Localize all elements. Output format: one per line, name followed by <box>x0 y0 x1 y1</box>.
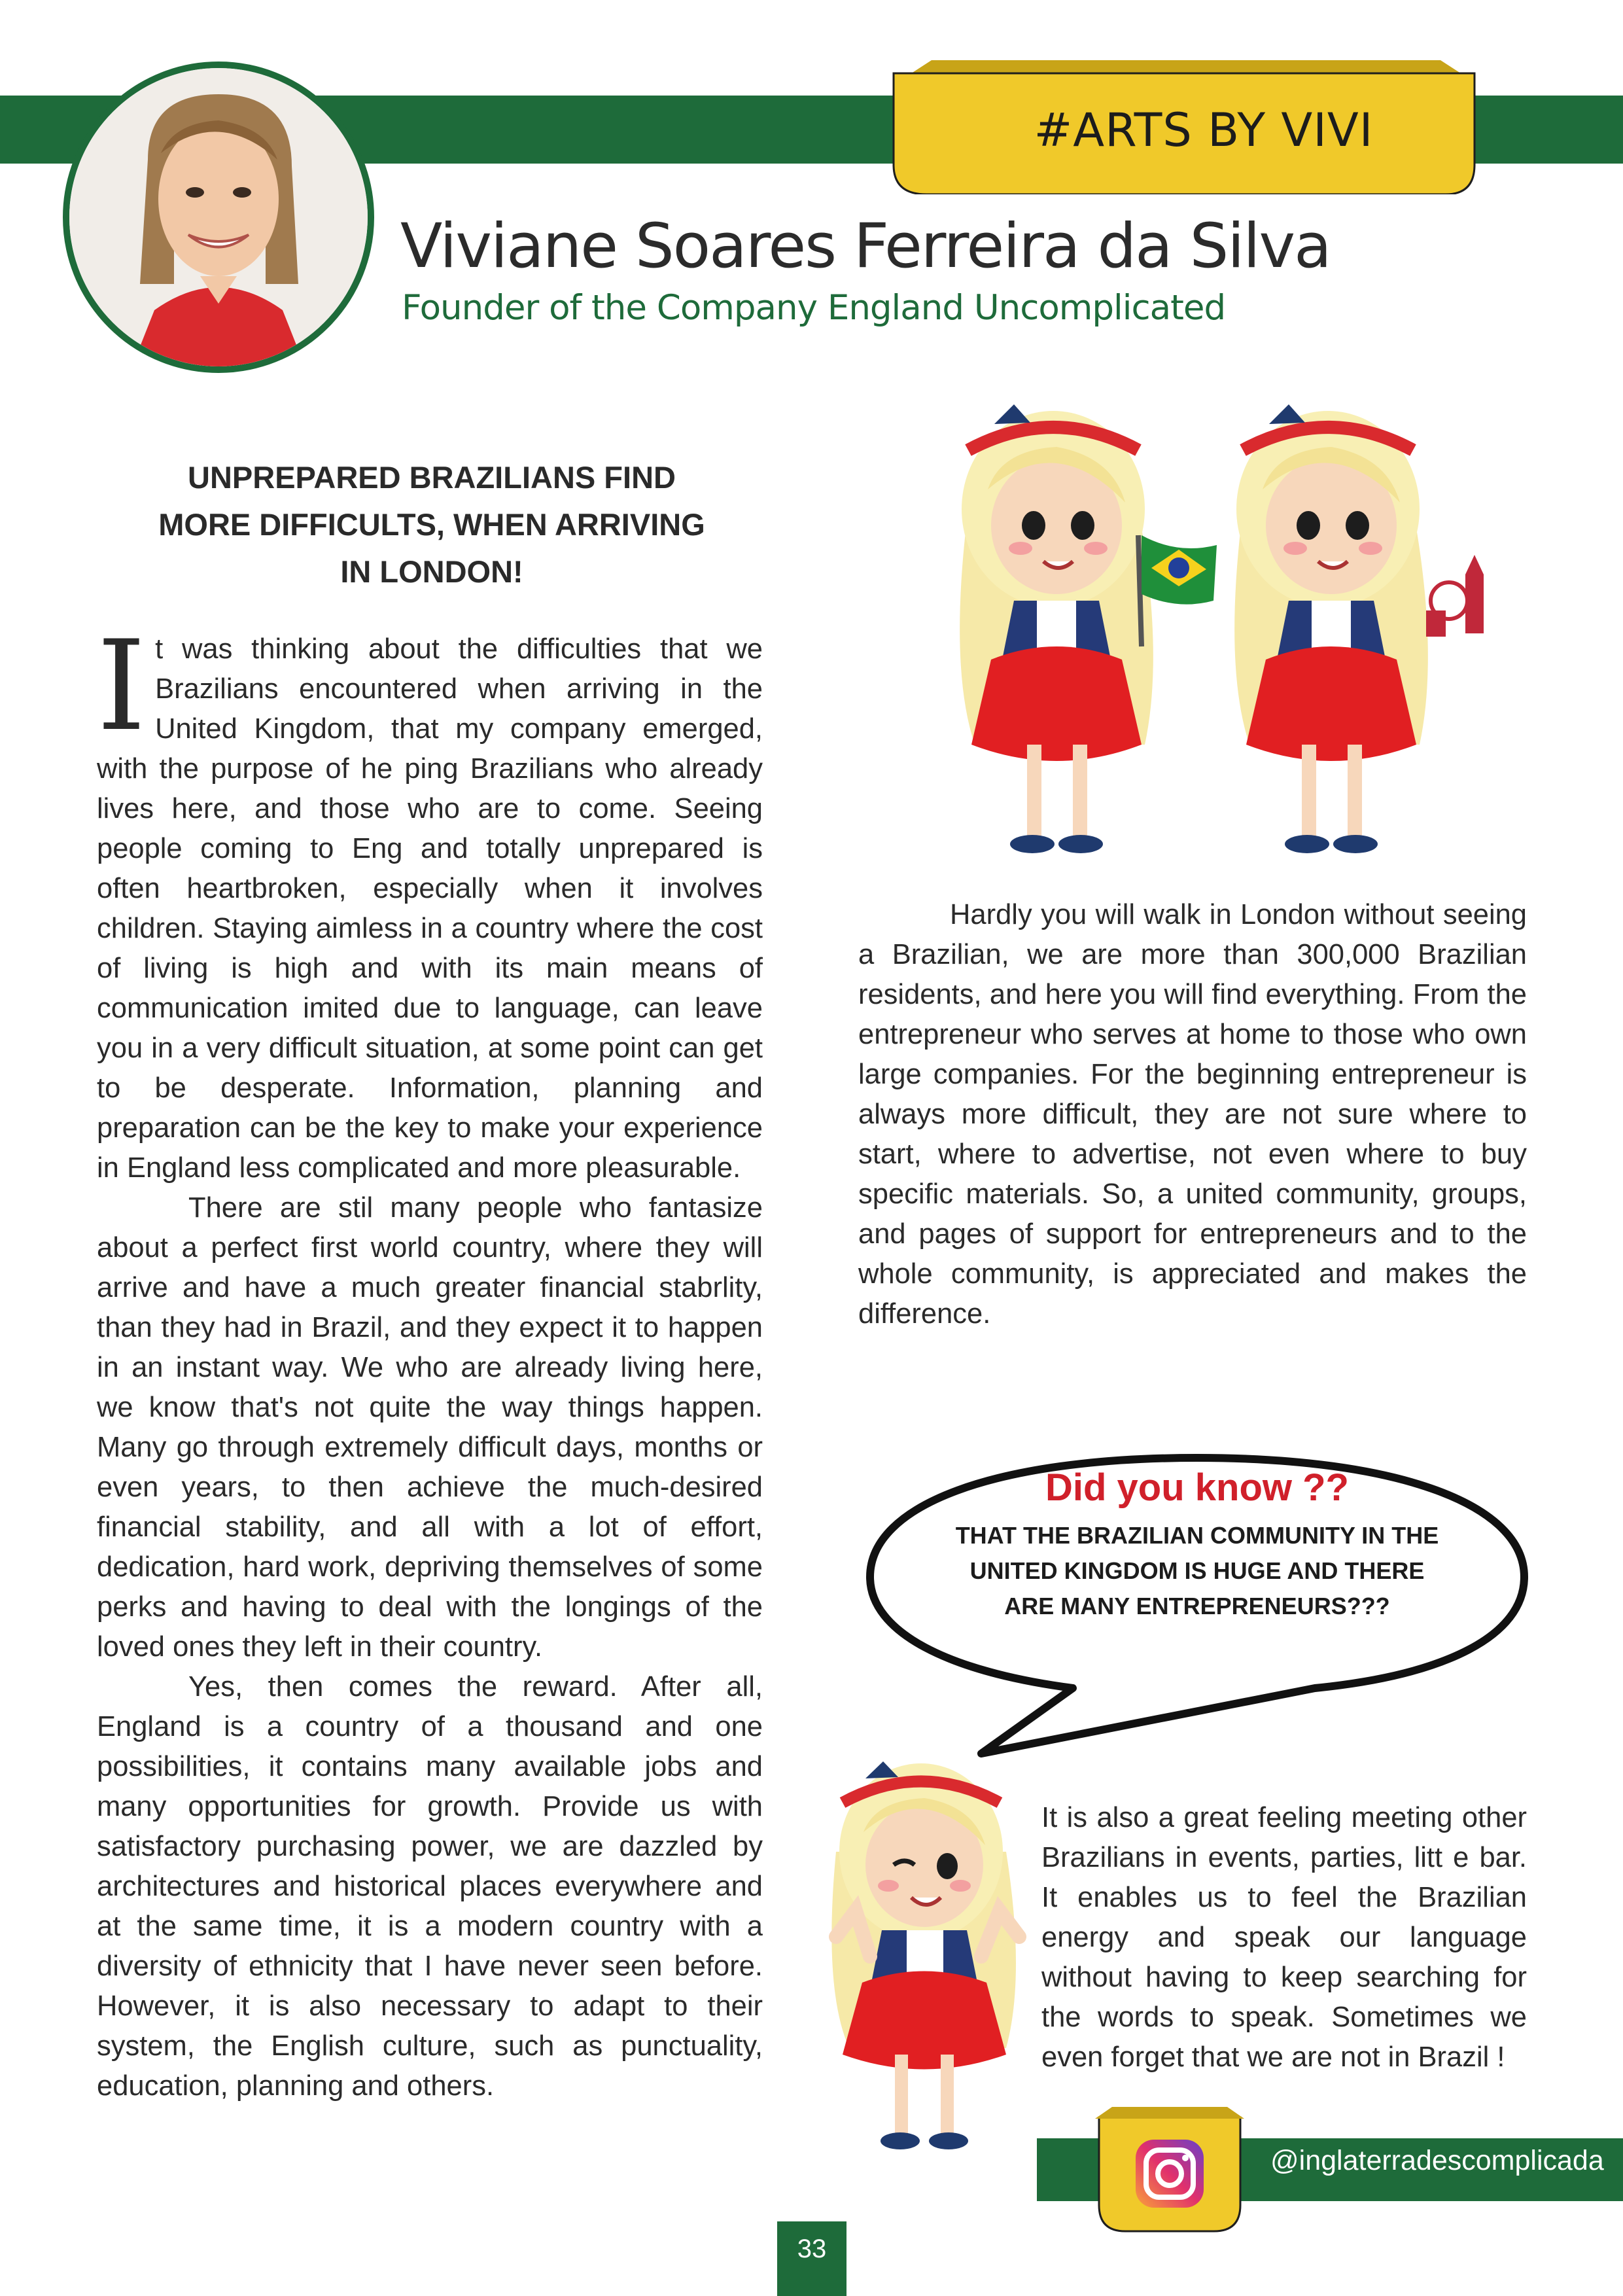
brazil-flag-icon <box>1142 535 1217 605</box>
headline-line: MORE DIFFICULTS, WHEN ARRIVING <box>158 507 705 542</box>
bubble-line: UNITED KINGDOM IS HUGE AND THERE <box>969 1557 1425 1584</box>
cartoon-girl-waving <box>810 1740 1058 2159</box>
instagram-handle[interactable]: @inglaterradescomplicada <box>1270 2145 1604 2176</box>
paragraph-text: t was thinking about the difficulties that we Brazilians encountered when arriving in the United Kingdom, that my company emerged, with the purpose of he ping Brazilians who already lives here, and those who are to come. Seeing people coming to Eng and totally unprepared is often heartbroken, especially when it involves children. Staying aimless in a country where the cost of living is high and with its main means of communication imited due to language, can leave you in a very difficult situation, at some point can get to be desperate. Information, planning and preparation can be the key to make your experience in England less complicated and more pleasurable. <box>97 633 763 1184</box>
article-left-column <box>97 614 763 2106</box>
paragraph: Yes, then comes the reward. After all, England is a country of a thousand and one possibilities, it contains many available jobs and many opportunities for growth. Provide us with satisfactory purchasing power, we are dazzled by architectures and historical places everywhere and at the same time, it is a modern country with a diversity of ethnicity that I have never seen before. However, it is also necessary to adapt to their system, the English culture, such as punctuality, education, planning and others. <box>97 1671 763 2102</box>
instagram-badge <box>1086 2107 1253 2235</box>
instagram-icon <box>1136 2140 1204 2208</box>
paragraph: Hardly you will walk in London without seeing a Brazilian, we are more than 300,000 Brazilian residents, and here you will find everything. From the entrepreneur who serves at home to those who own large companies. For the beginning entrepreneur is always more difficult, they are not sure where to start, where to advertise, not even where to buy specific materials. So, a united community, groups, and pages of support for entrepreneurs and to the whole community, is appreciated and makes the difference. <box>858 899 1527 1330</box>
headline-line: IN LONDON! <box>340 554 523 589</box>
article-headline <box>98 454 765 595</box>
bubble-line: THAT THE BRAZILIAN COMMUNITY IN THE <box>955 1522 1439 1549</box>
big-ben-icon <box>1426 555 1484 637</box>
headline-line: UNPREPARED BRAZILIANS FIND <box>188 460 676 495</box>
cartoon-illustration-pair <box>916 378 1492 875</box>
paragraph: There are stil many people who fantasize about a perfect first world country, where they will arrive and have a much greater financial stabrlity, than they had in Brazil, and they expect it to happen in an instant way. We who are already living here, we know that's not quite the way things happen. Many go through extremely difficult days, months or even years, to then achieve the much-desired financial stability, and all with a lot of effort, dedication, hard work, depriving themselves of some perks and having to deal with the longings of the loved ones they left in their country. <box>97 1192 763 1663</box>
bubble-body <box>916 1518 1478 1624</box>
author-name: Viviane Soares Ferreira da Silva <box>400 211 1331 282</box>
bubble-title: Did you know ?? <box>1045 1466 1349 1509</box>
closing-paragraph: It is also a great feeling meeting other Brazilians in events, parties, litt e bar. It enables us to feel the Brazilian energy and speak our language without having to keep searching for the words to speak. Sometimes we even forget that we are not in Brazil ! <box>1041 1802 1527 2073</box>
page-number: 33 <box>797 2234 827 2263</box>
author-photo <box>63 62 374 373</box>
author-role: Founder of the Company England Uncomplicated <box>402 288 1226 328</box>
cartoon-girl-bigben <box>1234 404 1484 853</box>
cartoon-girl-flag <box>960 404 1217 853</box>
section-tag: #ARTS BY VIVI <box>1034 103 1374 157</box>
article-right-column <box>858 895 1527 1334</box>
drop-cap: I <box>97 614 147 758</box>
bubble-line: ARE MANY ENTREPRENEURS??? <box>1004 1593 1390 1619</box>
paragraph <box>97 614 763 1188</box>
